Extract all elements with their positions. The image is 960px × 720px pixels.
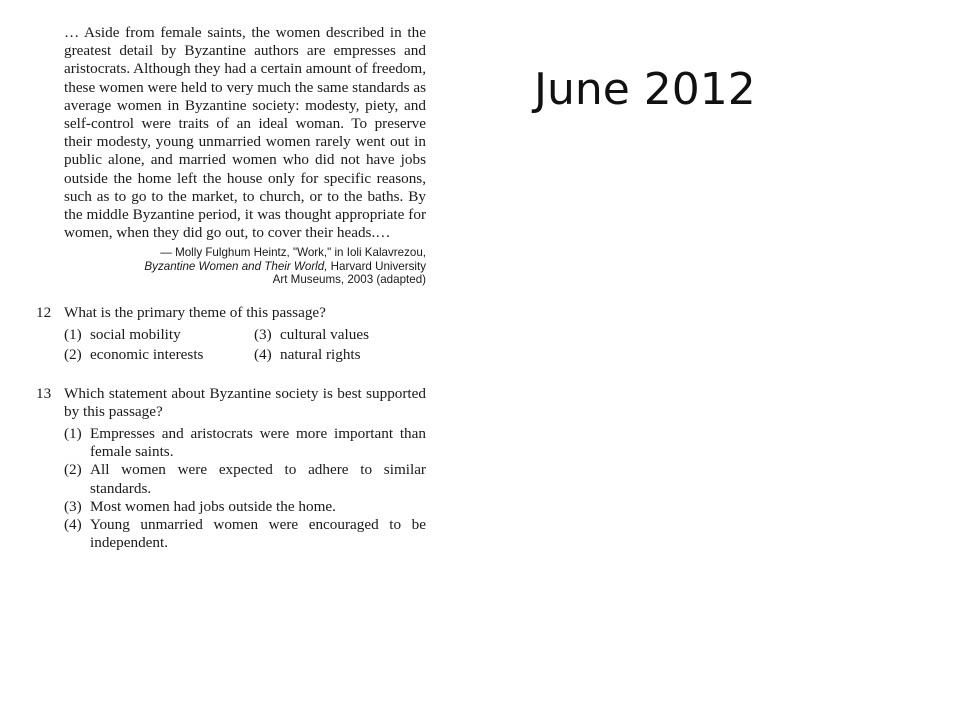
- question-stem: Which statement about Byzantine society is best supported by this passage?: [64, 384, 426, 420]
- answer-choice-3: [64, 498, 426, 516]
- question-12: [36, 304, 426, 365]
- citation-publisher: Harvard University: [327, 259, 426, 273]
- document-excerpt: [36, 24, 426, 552]
- choice-text: All women were expected to adhere to similar standards.: [90, 461, 426, 497]
- choice-number: (2): [64, 346, 82, 364]
- choice-text: Most women had jobs outside the home.: [90, 497, 336, 515]
- choice-text: cultural values: [280, 326, 369, 344]
- answer-choice-3: [254, 326, 424, 344]
- answer-choices: [64, 425, 426, 552]
- choice-number: (3): [254, 326, 272, 344]
- citation-line-1: — Molly Fulghum Heintz, "Work," in Ioli Kalavrezou,: [160, 246, 426, 260]
- answer-choices: [64, 326, 426, 364]
- choice-text: economic interests: [90, 346, 204, 364]
- citation-book-title: Byzantine Women and Their World,: [144, 259, 328, 273]
- answer-choice-1: [64, 326, 254, 344]
- choice-text: Empresses and aristocrats were more important than female saints.: [90, 425, 426, 461]
- passage-citation: [64, 246, 426, 286]
- choice-number: (4): [254, 346, 272, 364]
- choice-number: (2): [64, 461, 82, 479]
- answer-choice-4: [64, 516, 426, 552]
- choice-text: Young unmarried women were encouraged to be independent.: [90, 516, 426, 552]
- citation-line-2: [64, 260, 426, 273]
- choice-number: (4): [64, 516, 82, 534]
- answer-choice-1: [64, 425, 426, 461]
- choice-number: (3): [64, 497, 82, 515]
- choice-number: (1): [64, 425, 82, 443]
- slide-title: June 2012: [534, 64, 756, 115]
- question-number: 12: [36, 304, 52, 322]
- choice-text: social mobility: [90, 326, 181, 344]
- answer-choice-2: [64, 346, 254, 364]
- answer-choice-2: [64, 461, 426, 497]
- choice-number: (1): [64, 326, 82, 344]
- question-stem: What is the primary theme of this passage?: [64, 304, 326, 322]
- answer-choice-4: [254, 346, 424, 364]
- question-number: 13: [36, 384, 52, 402]
- citation-line-3: Art Museums, 2003 (adapted): [272, 272, 426, 286]
- choice-text: natural rights: [280, 346, 361, 364]
- question-13: [36, 384, 426, 553]
- reading-passage: … Aside from female saints, the women described in the greatest detail by Byzantine authors are empresses and aristocrats. Although they had a certain amount of freedom, these women were held to very much the same standards as average women in Byzantine society: modesty, piety, and self-control were traits of an ideal woman. To preserve their modesty, young unmarried women rarely went out in public alone, and married women who did not have jobs outside the home left the house only for specific reasons, such as to go to the market, to church, or to the baths. By the middle Byzantine period, it was thought appropriate for women, when they did go out, to cover their heads.…: [64, 24, 426, 242]
